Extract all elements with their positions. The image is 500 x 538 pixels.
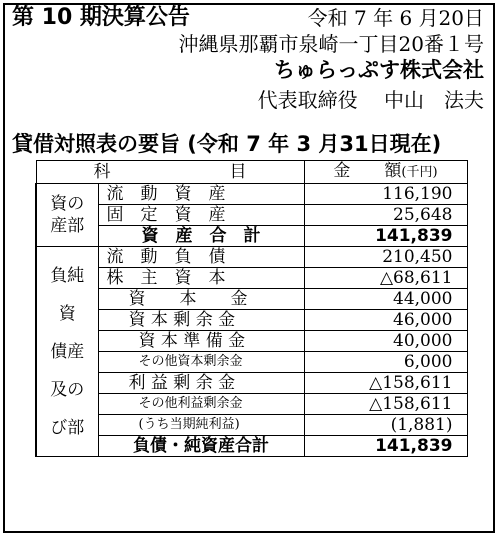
liabilities-section-label-line: び部 <box>50 417 85 438</box>
row-label: 流 動 資 産 <box>98 184 304 205</box>
liabilities-total-row <box>36 436 467 457</box>
row-value: 40,000 <box>304 331 467 352</box>
notice-title: 第 10 期決算公告 <box>12 5 190 30</box>
table-row <box>36 184 467 205</box>
row-value: 210,450 <box>304 247 467 268</box>
row-value: △158,611 <box>304 394 467 415</box>
assets-section-label-line: 産部 <box>50 216 85 236</box>
table-row <box>36 373 467 394</box>
assets-total-row <box>36 226 467 247</box>
table-row <box>36 205 467 226</box>
table-row <box>36 415 467 436</box>
row-label: 株 主 資 本 <box>98 268 304 289</box>
unit-label: (千円) <box>401 165 438 180</box>
row-value: △158,611 <box>304 373 467 394</box>
liabilities-total-label: 負債・純資産合計 <box>98 436 304 457</box>
table-row <box>36 289 467 310</box>
notice-date: 令和 7 年 6 月20日 <box>307 6 484 30</box>
table-row <box>36 268 467 289</box>
row-label: 流 動 負 債 <box>98 247 304 268</box>
row-label: (うち当期純利益) <box>98 415 304 436</box>
liabilities-section-label-line: 資 <box>58 303 76 324</box>
row-value: △68,611 <box>304 268 467 289</box>
row-label: その他資本剰余金 <box>98 352 304 373</box>
amount-header <box>304 161 467 184</box>
row-label: 利 益 剰 余 金 <box>98 373 304 394</box>
row-value: 44,000 <box>304 289 467 310</box>
row-value: 25,648 <box>304 205 467 226</box>
liabilities-section-label-line: 及の <box>50 379 85 400</box>
liabilities-section-label-line: 負純 <box>50 265 85 286</box>
row-value: 46,000 <box>304 310 467 331</box>
row-value: 6,000 <box>304 352 467 373</box>
table-row <box>36 352 467 373</box>
balance-sheet-title: 貸借対照表の要旨 (令和 7 年 3 月31日現在) <box>12 132 442 156</box>
row-label: 資 本 剰 余 金 <box>98 310 304 331</box>
table-row <box>36 331 467 352</box>
company-name: ちゅらっぷす株式会社 <box>274 58 484 82</box>
assets-total-value: 141,839 <box>304 226 467 247</box>
liabilities-section-label <box>36 247 98 457</box>
amount-header-label: 金 額 <box>333 161 402 181</box>
row-label: 資 本 準 備 金 <box>98 331 304 352</box>
row-value: (1,881) <box>304 415 467 436</box>
table-header-row <box>36 161 467 184</box>
row-label: 固 定 資 産 <box>98 205 304 226</box>
balance-sheet-table <box>35 160 468 457</box>
company-address: 沖縄県那覇市泉崎一丁目20番１号 <box>178 32 484 56</box>
row-label: 資 本 金 <box>98 289 304 310</box>
table-row <box>36 310 467 331</box>
liabilities-section-label-line: 債産 <box>50 341 85 362</box>
table-row <box>36 247 467 268</box>
assets-section-label-line: 資の <box>50 194 85 214</box>
table-row <box>36 394 467 415</box>
assets-section-label <box>36 184 98 247</box>
subject-header: 科 目 <box>36 161 304 184</box>
row-value: 116,190 <box>304 184 467 205</box>
assets-total-label: 資 産 合 計 <box>98 226 304 247</box>
liabilities-total-value: 141,839 <box>304 436 467 457</box>
representative: 代表取締役 中山 法夫 <box>257 88 484 112</box>
row-label: その他利益剰余金 <box>98 394 304 415</box>
